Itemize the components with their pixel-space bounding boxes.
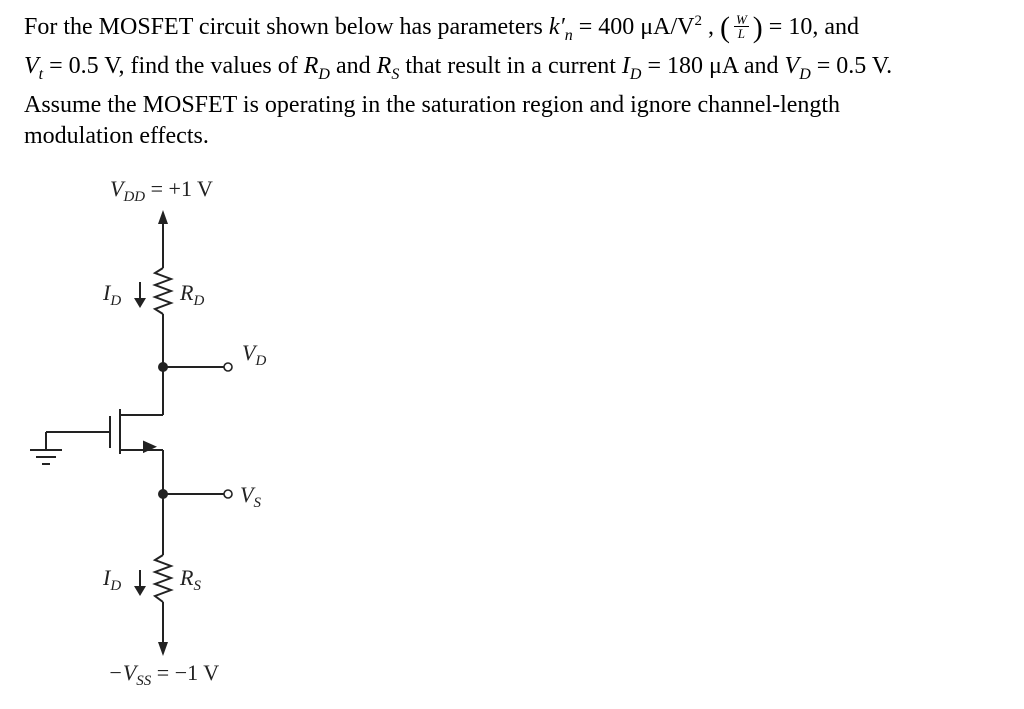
- id-bot-arrowhead-icon: [134, 586, 146, 596]
- text-fragment: For the MOSFET circuit shown below has parameters: [24, 14, 549, 40]
- kn-symbol: $k'_n$: [548, 14, 573, 44]
- source-arrow-icon: [143, 441, 157, 454]
- vss-arrow-icon: [158, 642, 168, 656]
- problem-line-4: modulation effects.: [24, 122, 209, 149]
- rd-label: $R_D$: [180, 280, 205, 309]
- text-fragment: that result in a current: [399, 52, 622, 79]
- vd-node-dot: [158, 362, 168, 372]
- vs-label: $V_S$: [240, 482, 261, 511]
- id-symbol: $I_D$: [621, 52, 642, 83]
- problem-statement: [24, 6, 1020, 152]
- text-fragment: and: [329, 52, 377, 79]
- kn-value: = 400 μA/V: [572, 14, 695, 40]
- id-top-label: $I_D$: [103, 280, 122, 309]
- vdd-arrow-icon: [158, 210, 168, 224]
- text-fragment: = 0.5 V.: [810, 52, 893, 79]
- problem-line-2: [24, 51, 1020, 90]
- id-bot-label: $I_D$: [103, 565, 122, 594]
- wl-value: = 10, and: [762, 14, 859, 40]
- vs-terminal: [224, 490, 232, 498]
- rs-resistor: [155, 555, 171, 602]
- vdd-label: $V_{DD} = +1$ V: [110, 176, 213, 205]
- vd-label: $V_D$: [242, 340, 267, 369]
- vd-terminal: [224, 363, 232, 371]
- rs-label: $R_S$: [180, 565, 201, 594]
- paren-right: ): [752, 11, 763, 44]
- vs-node-dot: [158, 489, 168, 499]
- rs-symbol: $R_S$: [376, 52, 400, 83]
- kn-power: 2: [694, 13, 702, 29]
- rd-symbol: $R_D$: [303, 52, 330, 83]
- problem-line-3: Assume the MOSFET is operating in the saturation region and ignore channel-length: [24, 91, 841, 118]
- id-top-arrowhead-icon: [134, 298, 146, 308]
- text-fragment: = 0.5 V, find the values of: [43, 52, 304, 79]
- vd-symbol: $V_D$: [784, 52, 811, 83]
- text-fragment: = 180 μA and: [641, 52, 785, 79]
- vt-symbol: $V_t$: [24, 52, 44, 83]
- w-over-l-fraction: $\frac{W}{L}$: [735, 12, 747, 41]
- vss-label: $-V_{SS} = -1$ V: [108, 660, 220, 689]
- paren-left: (: [719, 11, 730, 44]
- text-fragment: ,: [701, 14, 720, 40]
- rd-resistor: [155, 268, 171, 314]
- mosfet-circuit-diagram: [0, 160, 400, 709]
- problem-line-1: [24, 6, 1020, 51]
